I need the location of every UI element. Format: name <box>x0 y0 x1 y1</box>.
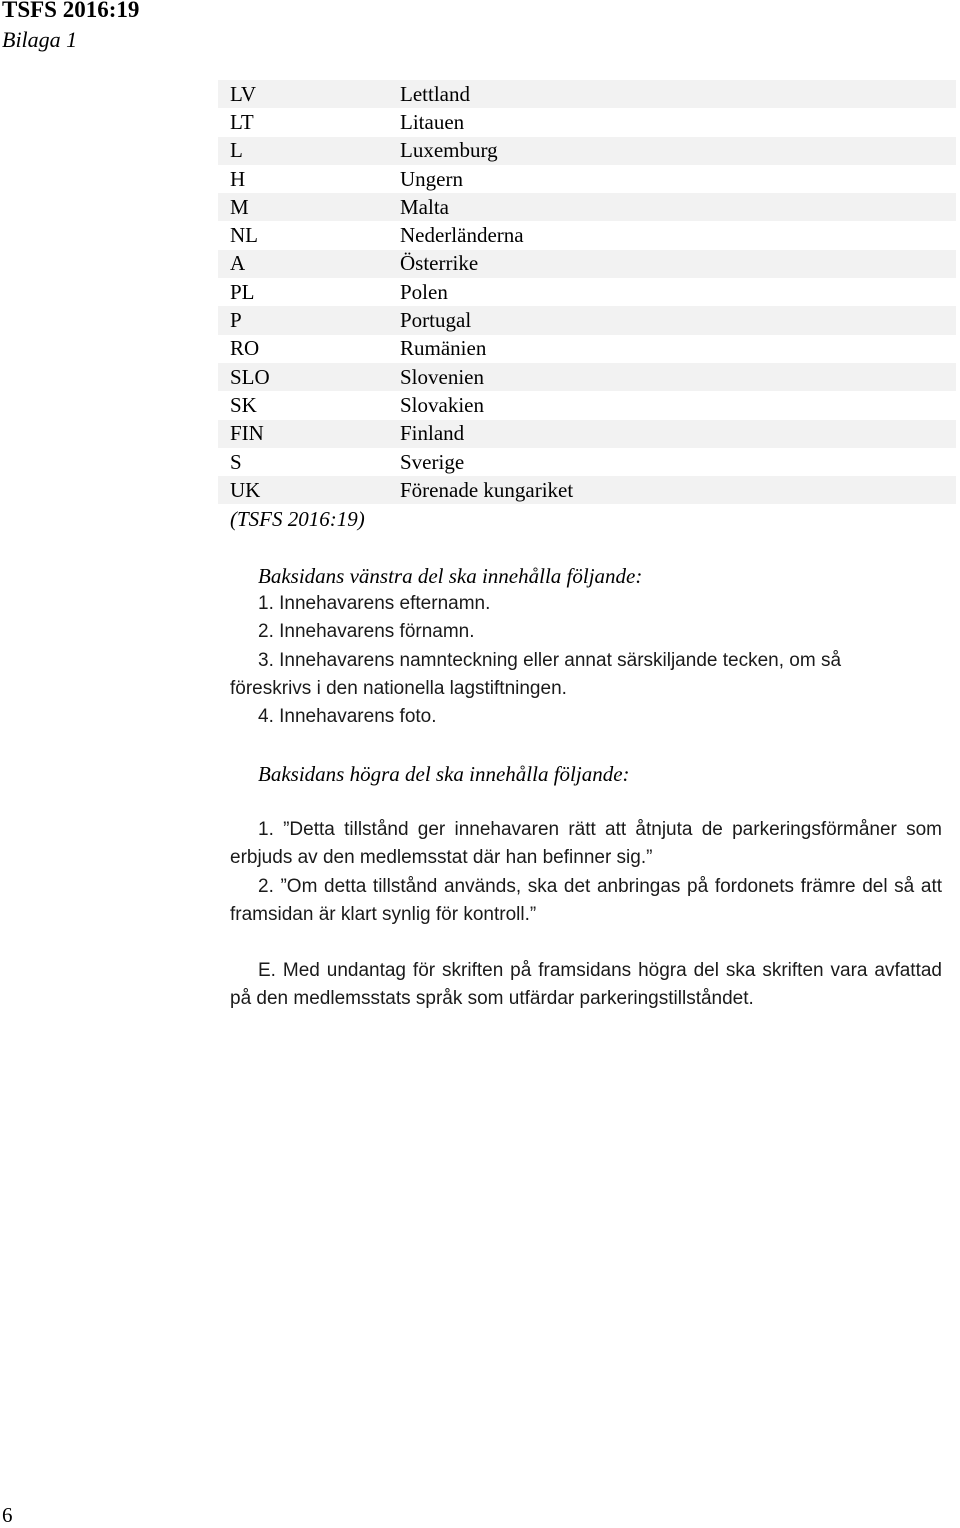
table-row <box>218 335 956 363</box>
country-code: A <box>230 251 246 276</box>
country-code: H <box>230 166 246 191</box>
list-item: 3. Innehavarens namnteckning eller annat särskiljande tecken, om så <box>258 649 842 671</box>
country-name: Portugal <box>400 308 472 333</box>
list-item: 2. ”Om detta tillstånd används, ska det anbringas på fordonets främre del så att framsidan är klart synlig för kontroll.” <box>230 875 942 925</box>
list-item: 1. ”Detta tillstånd ger innehavaren rätt att åtnjuta de parkeringsförmåner som erbjuds av den medlemsstat där han befinner sig.” <box>230 819 942 869</box>
table-row <box>218 391 956 419</box>
list-item: 1. Innehavarens efternamn. <box>258 593 491 614</box>
country-code: P <box>230 308 242 333</box>
country-code: NL <box>230 223 258 248</box>
country-name: Förenade kungariket <box>400 477 574 502</box>
country-name: Finland <box>400 421 465 446</box>
country-name: Slovakien <box>400 392 484 417</box>
left-side-heading: Baksidans vänstra del ska innehålla följande: <box>258 564 643 588</box>
country-name: Malta <box>400 194 449 219</box>
table-row <box>218 476 956 504</box>
right-side-list <box>230 816 942 929</box>
country-code: SLO <box>230 364 270 389</box>
country-code: M <box>230 194 249 219</box>
table-row <box>218 420 956 448</box>
table-row <box>218 165 956 193</box>
table-row <box>218 221 956 249</box>
country-name: Luxemburg <box>400 138 498 163</box>
country-code: LV <box>230 81 257 106</box>
country-name: Nederländerna <box>400 223 524 248</box>
country-name: Ungern <box>400 166 463 191</box>
table-row <box>218 278 956 306</box>
country-code: FIN <box>230 421 264 446</box>
country-name: Österrike <box>400 251 479 276</box>
country-code: SK <box>230 392 257 417</box>
country-code: PL <box>230 279 255 304</box>
document-title: TSFS 2016:19 <box>2 0 140 22</box>
table-row <box>218 193 956 221</box>
document-annex: Bilaga 1 <box>2 27 78 52</box>
table-row <box>218 306 956 334</box>
country-code: S <box>230 449 242 474</box>
table-row <box>218 363 956 391</box>
list-item: 4. Innehavarens foto. <box>258 706 437 728</box>
table-row <box>218 250 956 278</box>
country-code-table <box>218 80 956 504</box>
country-name: Litauen <box>400 109 465 134</box>
right-side-heading: Baksidans högra del ska innehålla följande: <box>258 762 630 786</box>
country-name: Lettland <box>400 81 470 106</box>
table-row <box>218 137 956 165</box>
table-row <box>218 108 956 136</box>
list-item-continuation: föreskrivs i den nationella lagstiftningen. <box>230 677 567 699</box>
table-reference: (TSFS 2016:19) <box>230 507 365 531</box>
country-code: RO <box>230 336 260 361</box>
list-item: 2. Innehavarens förnamn. <box>258 621 475 643</box>
left-side-list <box>230 590 930 731</box>
country-name: Polen <box>400 279 448 304</box>
country-name: Slovenien <box>400 364 484 389</box>
section-e-paragraph: E. Med undantag för skriften på framsidans högra del ska skriften vara avfattad på den medlemsstats språk som utfärdar parkeringstillståndet. <box>230 960 942 1010</box>
country-code: L <box>230 138 243 163</box>
table-row <box>218 80 956 108</box>
country-code: LT <box>230 109 254 134</box>
country-name: Sverige <box>400 449 465 474</box>
country-code: UK <box>230 477 261 502</box>
section-e <box>230 957 942 1014</box>
table-row <box>218 448 956 476</box>
country-name: Rumänien <box>400 336 487 361</box>
page-number: 6 <box>2 1503 13 1527</box>
